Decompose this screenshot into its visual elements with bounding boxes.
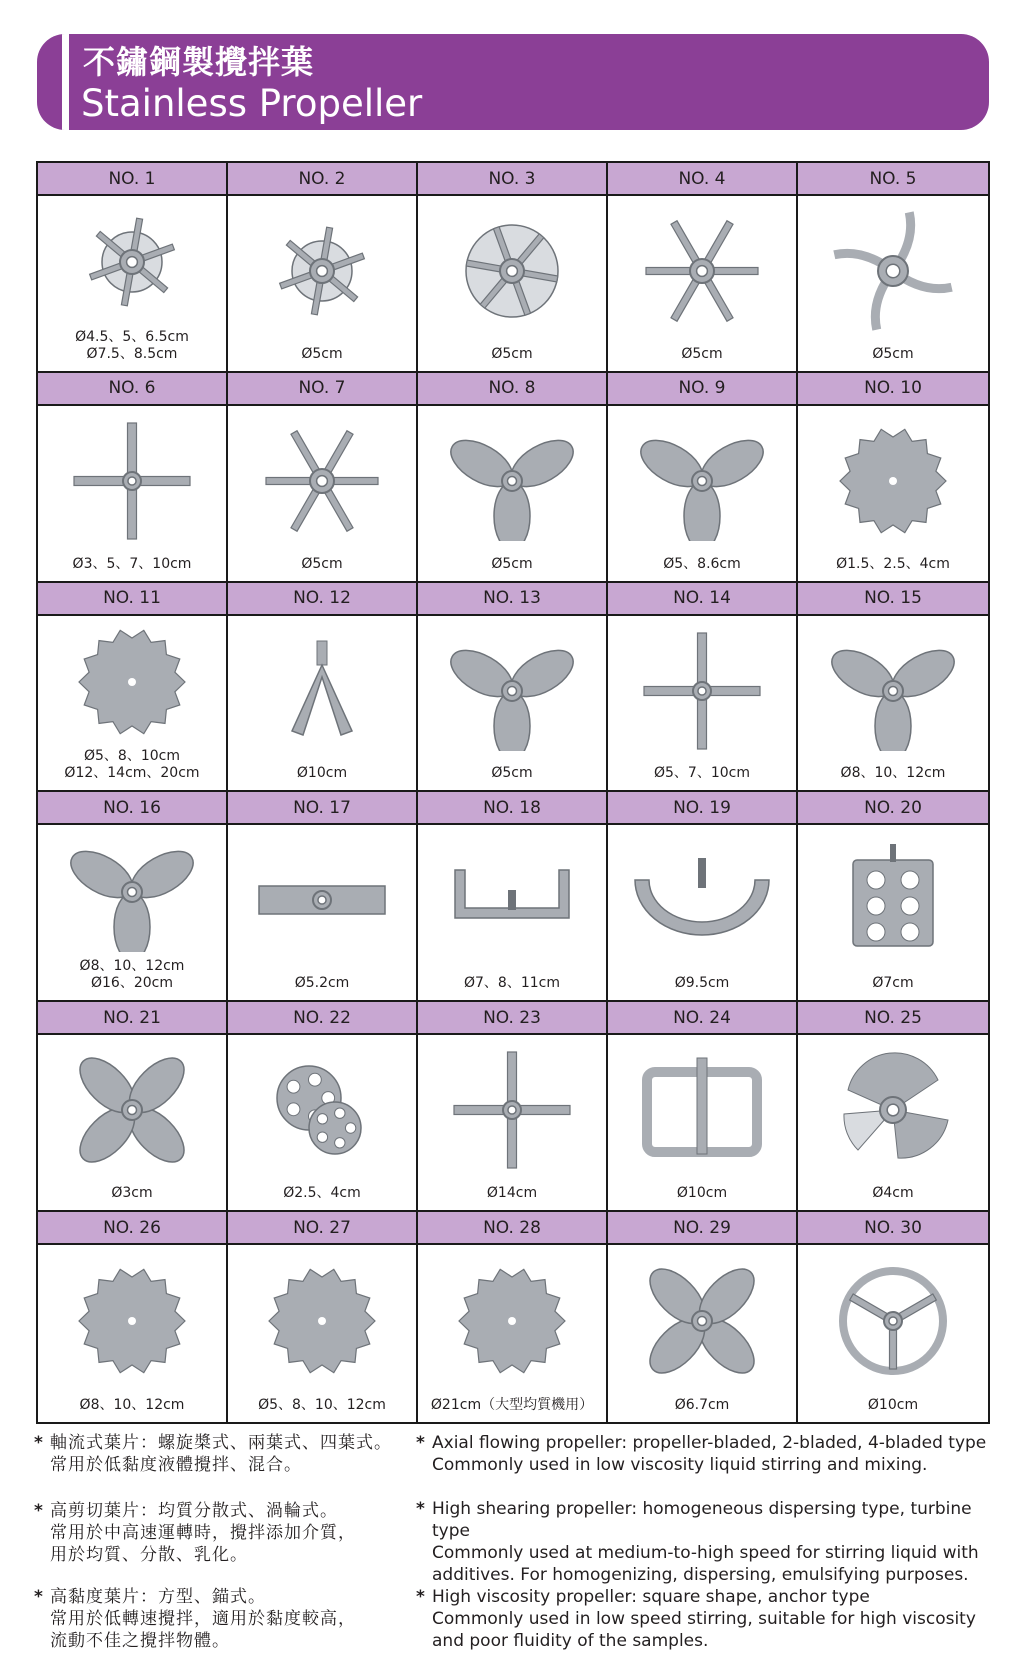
propeller-number: NO. 2 [228, 163, 416, 196]
six-spoke-icon [608, 196, 796, 346]
propeller-number: NO. 28 [418, 1212, 606, 1245]
propeller-number: NO. 7 [228, 373, 416, 406]
propeller-number: NO. 12 [228, 583, 416, 616]
saw-disc-icon [228, 1245, 416, 1397]
propeller-cell [798, 1212, 988, 1422]
note-bullet: * [416, 1499, 425, 1519]
propeller-size: Ø8、10、12cm Ø16、20cm [79, 958, 185, 992]
propeller-number: NO. 25 [798, 1002, 988, 1035]
propeller-cell [228, 792, 418, 1002]
propeller-cell [798, 792, 988, 1002]
propeller-number: NO. 23 [418, 1002, 606, 1035]
propeller-cell [418, 1212, 608, 1422]
propeller-cell [798, 373, 988, 583]
note-text: 高黏度葉片：方型、錨式。 常用於低轉速攪拌，適用於黏度較高， 流動不佳之攪拌物體。 [50, 1587, 356, 1651]
propeller-size: Ø4.5、5、6.5cm Ø7.5、8.5cm [75, 328, 189, 362]
propeller-size: Ø5、7、10cm [654, 765, 750, 782]
note-bullet: * [34, 1501, 44, 1521]
u-frame-icon [418, 825, 606, 975]
perforated-disc-icon [228, 1035, 416, 1185]
propeller-cell [38, 792, 228, 1002]
propeller-number: NO. 6 [38, 373, 226, 406]
propeller-cell [228, 163, 418, 373]
propeller-cell [228, 583, 418, 793]
propeller-cell [38, 163, 228, 373]
propeller-size: Ø5cm [491, 765, 533, 782]
propeller-number: NO. 22 [228, 1002, 416, 1035]
three-blade-propeller-icon [418, 616, 606, 766]
note-bullet: * [416, 1433, 425, 1453]
propeller-cell [608, 583, 798, 793]
propeller-number: NO. 17 [228, 792, 416, 825]
note-en-shear [416, 1498, 1011, 1586]
propeller-size: Ø1.5、2.5、4cm [836, 555, 950, 572]
propeller-size: Ø10cm [296, 765, 348, 782]
note-en-viscosity [416, 1586, 1011, 1652]
propeller-size: Ø5cm [491, 345, 533, 362]
propeller-cell [608, 1002, 798, 1212]
propeller-number: NO. 4 [608, 163, 796, 196]
square-frame-icon [608, 1035, 796, 1185]
propeller-cell [608, 163, 798, 373]
propeller-cell [228, 373, 418, 583]
propeller-cell [798, 163, 988, 373]
helical-blade-icon [798, 1035, 988, 1185]
four-blade-icon [608, 616, 796, 766]
propeller-cell [228, 1002, 418, 1212]
propeller-size: Ø21cm（大型均質機用） [430, 1396, 594, 1413]
propeller-cell [418, 373, 608, 583]
propeller-cell [418, 1002, 608, 1212]
three-blade-propeller-icon [798, 616, 988, 766]
note-zh-viscosity [34, 1586, 414, 1652]
note-text: High viscosity propeller: square shape, anchor type Commonly used in low speed stirring, suitable for high viscosity and poor fluidity of the samples. [432, 1587, 976, 1651]
flat-paddle-icon [228, 825, 416, 975]
propeller-cell [228, 1212, 418, 1422]
propeller-number: NO. 21 [38, 1002, 226, 1035]
three-blade-propeller-icon [418, 406, 606, 556]
propeller-cell [38, 373, 228, 583]
note-bullet: * [416, 1587, 425, 1607]
propeller-size: Ø5、8、10cm Ø12、14cm、20cm [64, 748, 200, 782]
propeller-size: Ø9.5cm [674, 975, 730, 992]
propeller-size: Ø2.5、4cm [283, 1185, 361, 1202]
anchor-icon [608, 825, 796, 975]
propeller-number: NO. 30 [798, 1212, 988, 1245]
propeller-cell [798, 583, 988, 793]
four-blade-icon [418, 1035, 606, 1185]
propeller-size: Ø5cm [301, 555, 343, 572]
propeller-size: Ø5.2cm [294, 975, 350, 992]
propeller-number: NO. 13 [418, 583, 606, 616]
propeller-size: Ø3cm [111, 1185, 153, 1202]
propeller-size: Ø10cm [867, 1396, 919, 1413]
note-text: Axial flowing propeller: propeller-bladed, 2-bladed, 4-bladed type Commonly used in low viscosity liquid stirring and mixing. [432, 1433, 987, 1475]
propeller-number: NO. 5 [798, 163, 988, 196]
propeller-grid [36, 161, 990, 1424]
propeller-number: NO. 3 [418, 163, 606, 196]
propeller-number: NO. 10 [798, 373, 988, 406]
propeller-number: NO. 24 [608, 1002, 796, 1035]
propeller-size: Ø8、10、12cm [840, 765, 946, 782]
page-title-en: Stainless Propeller [81, 82, 423, 125]
propeller-cell [38, 1002, 228, 1212]
banner-accent-bar [62, 34, 69, 130]
four-blade-propeller-icon [38, 1035, 226, 1185]
saw-disc-icon [798, 406, 988, 556]
note-zh-axial [34, 1432, 414, 1476]
propeller-cell [38, 1212, 228, 1422]
propeller-number: NO. 18 [418, 792, 606, 825]
curved-four-blade-icon [798, 196, 988, 346]
propeller-size: Ø10cm [676, 1185, 728, 1202]
ring-impeller-icon [798, 1245, 988, 1397]
propeller-size: Ø8、10、12cm [79, 1396, 185, 1413]
six-blade-hub-icon [38, 196, 226, 329]
folding-blade-icon [228, 616, 416, 766]
note-en-axial [416, 1432, 1011, 1476]
note-text: 高剪切葉片：均質分散式、渦輪式。 常用於中高速運轉時，攪拌添加介質， 用於均質、分散、乳化。 [50, 1501, 356, 1565]
propeller-cell [418, 583, 608, 793]
perforated-plate-icon [798, 825, 988, 975]
propeller-size: Ø6.7cm [674, 1396, 730, 1413]
propeller-number: NO. 9 [608, 373, 796, 406]
propeller-number: NO. 1 [38, 163, 226, 196]
three-blade-propeller-icon [608, 406, 796, 556]
propeller-number: NO. 14 [608, 583, 796, 616]
three-blade-propeller-icon [38, 825, 226, 958]
propeller-cell [608, 373, 798, 583]
propeller-size: Ø4cm [872, 1185, 914, 1202]
propeller-number: NO. 8 [418, 373, 606, 406]
propeller-size: Ø7、8、11cm [464, 975, 560, 992]
propeller-cell [608, 792, 798, 1002]
propeller-size: Ø3、5、7、10cm [72, 555, 192, 572]
note-bullet: * [34, 1433, 44, 1453]
propeller-cell [418, 163, 608, 373]
propeller-cell [798, 1002, 988, 1212]
saw-disc-icon [38, 1245, 226, 1397]
page-title-zh: 不鏽鋼製攪拌葉 [83, 43, 315, 81]
propeller-size: Ø5cm [681, 345, 723, 362]
propeller-number: NO. 27 [228, 1212, 416, 1245]
propeller-size: Ø14cm [486, 1185, 538, 1202]
propeller-size: Ø5cm [491, 555, 533, 572]
saw-disc-icon [418, 1245, 606, 1397]
propeller-number: NO. 19 [608, 792, 796, 825]
four-blade-propeller-icon [608, 1245, 796, 1397]
disc-turbine-icon [418, 196, 606, 346]
propeller-size: Ø5、8.6cm [663, 555, 741, 572]
six-spoke-icon [228, 406, 416, 556]
propeller-number: NO. 11 [38, 583, 226, 616]
propeller-number: NO. 16 [38, 792, 226, 825]
propeller-size: Ø7cm [872, 975, 914, 992]
propeller-size: Ø5、8、10、12cm [258, 1396, 386, 1413]
title-banner [37, 34, 989, 130]
note-text: High shearing propeller: homogeneous dispersing type, turbine type Commonly used at medium-to-high speed for stirring liquid with additives. For homogenizing, dispersing, emulsifying purposes. [432, 1499, 979, 1585]
propeller-size: Ø5cm [301, 345, 343, 362]
four-blade-icon [38, 406, 226, 556]
propeller-number: NO. 20 [798, 792, 988, 825]
note-bullet: * [34, 1587, 44, 1607]
propeller-cell [608, 1212, 798, 1422]
propeller-number: NO. 29 [608, 1212, 796, 1245]
six-blade-hub-icon [228, 196, 416, 346]
propeller-number: NO. 15 [798, 583, 988, 616]
note-text: 軸流式葉片：螺旋槳式、兩葉式、四葉式。 常用於低黏度液體攪拌、混合。 [50, 1433, 392, 1475]
propeller-number: NO. 26 [38, 1212, 226, 1245]
note-zh-shear [34, 1500, 414, 1566]
propeller-cell [418, 792, 608, 1002]
propeller-size: Ø5cm [872, 345, 914, 362]
saw-disc-icon [38, 616, 226, 749]
propeller-cell [38, 583, 228, 793]
